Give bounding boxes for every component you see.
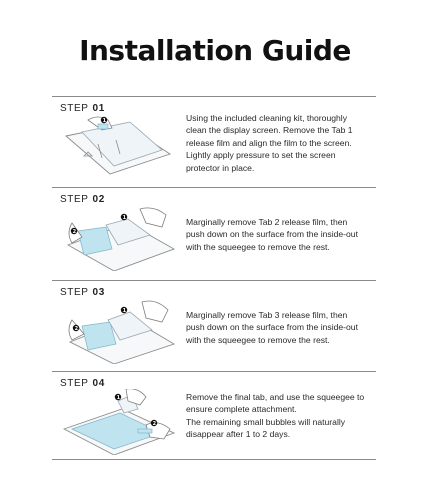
- step-label: [60, 194, 105, 205]
- description-line: push down on the surface from the inside-out: [186, 322, 358, 333]
- step-label-text: STEP: [60, 103, 89, 114]
- marker-number: 1: [122, 307, 127, 314]
- marker-number: 1: [122, 214, 127, 221]
- description-line: with the squeegee to remove the rest.: [186, 334, 330, 345]
- description-line: Using the included cleaning kit, thoroughly: [186, 113, 347, 123]
- description-line: The remaining small bubbles will naturally: [186, 416, 346, 427]
- step-label: [60, 287, 105, 298]
- description-line: release film and align the film to the screen.: [186, 137, 352, 148]
- squeegee: [138, 429, 152, 433]
- description-line: Lightly apply pressure to set the screen: [186, 150, 336, 161]
- step-label-text: STEP: [60, 378, 89, 389]
- step-number: 02: [92, 194, 105, 205]
- description-line: Remove the final tab, and use the squeegee to: [186, 392, 365, 402]
- description-line: Marginally remove Tab 2 release film, then: [186, 217, 348, 227]
- hand-icon: [142, 301, 168, 322]
- step-description: [186, 216, 378, 253]
- description-line: disappear after 1 to 2 days.: [186, 429, 291, 440]
- description-line: with the squeegee to remove the rest.: [186, 241, 330, 252]
- divider: [52, 187, 376, 188]
- step-label: [60, 378, 105, 389]
- hand-icon: [140, 208, 166, 227]
- step-label-text: STEP: [60, 287, 89, 298]
- divider: [52, 459, 376, 460]
- description-line: protector in place.: [186, 162, 255, 173]
- tab-1: [98, 124, 108, 129]
- step-4: [52, 371, 376, 459]
- step-2-illustration: [58, 205, 178, 271]
- divider: [52, 96, 376, 97]
- step-number: 04: [92, 378, 105, 389]
- description-line: push down on the surface from the inside-out: [186, 229, 358, 240]
- marker-number: 1: [116, 394, 121, 401]
- marker-number: 2: [72, 228, 77, 235]
- step-number: 01: [92, 103, 105, 114]
- marker-number: 2: [74, 325, 79, 332]
- step-description: [186, 391, 378, 441]
- description-line: clean the display screen. Remove the Tab 1: [186, 125, 353, 136]
- step-3-illustration: [58, 298, 178, 364]
- step-1-illustration: [58, 114, 178, 180]
- marker-number: 2: [152, 420, 157, 427]
- step-2: [52, 187, 376, 275]
- page-title: Installation Guide: [79, 34, 351, 67]
- step-label: [60, 103, 105, 114]
- step-label-text: STEP: [60, 194, 89, 205]
- marker-number: 1: [102, 117, 107, 124]
- step-description: [186, 112, 378, 174]
- divider: [52, 371, 376, 372]
- divider: [52, 280, 376, 281]
- step-description: [186, 309, 378, 346]
- description-line: ensure complete attachment.: [186, 404, 297, 415]
- step-1: [52, 96, 376, 184]
- step-number: 03: [92, 287, 105, 298]
- step-3: [52, 280, 376, 368]
- description-line: Marginally remove Tab 3 release film, then: [186, 310, 348, 320]
- step-4-illustration: [58, 389, 178, 455]
